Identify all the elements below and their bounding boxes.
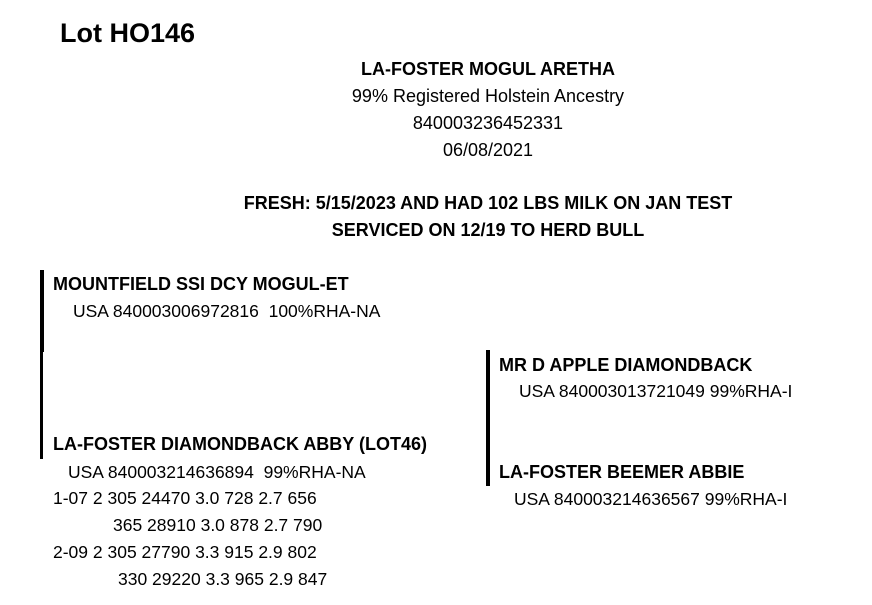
animal-birth-date: 06/08/2021 [442,140,534,160]
pedigree-bracket-dam-side [486,350,490,486]
sire-name: MOUNTFIELD SSI DCY MOGUL-ET [53,274,349,294]
dam-registration: USA 840003214636894 99%RHA-NA [68,462,366,482]
dam-sire-registration: USA 840003013721049 99%RHA-I [519,381,793,401]
dam-dam-registration: USA 840003214636567 99%RHA-I [514,489,788,509]
dam-production-record: 2-09 2 305 27790 3.3 915 2.9 802 [53,542,317,562]
animal-id: 840003236452331 [412,113,564,133]
pedigree-bracket-connector [40,352,43,459]
service-note: SERVICED ON 12/19 TO HERD BULL [331,220,645,240]
lot-number: Lot HO146 [60,18,196,48]
sire-registration: USA 840003006972816 100%RHA-NA [73,301,381,321]
dam-production-record: 330 29220 3.3 965 2.9 847 [118,569,328,589]
dam-production-record: 1-07 2 305 24470 3.0 728 2.7 656 [53,488,317,508]
dam-sire-name: MR D APPLE DIAMONDBACK [499,355,753,375]
dam-production-record: 365 28910 3.0 878 2.7 790 [113,515,323,535]
dam-name: LA-FOSTER DIAMONDBACK ABBY (LOT46) [53,434,427,454]
fresh-note: FRESH: 5/15/2023 AND HAD 102 LBS MILK ON JAN TEST [243,193,733,213]
pedigree-bracket-sire [40,270,44,352]
animal-name: LA-FOSTER MOGUL ARETHA [361,59,615,79]
dam-dam-name: LA-FOSTER BEEMER ABBIE [499,462,745,482]
animal-ancestry: 99% Registered Holstein Ancestry [351,86,625,106]
